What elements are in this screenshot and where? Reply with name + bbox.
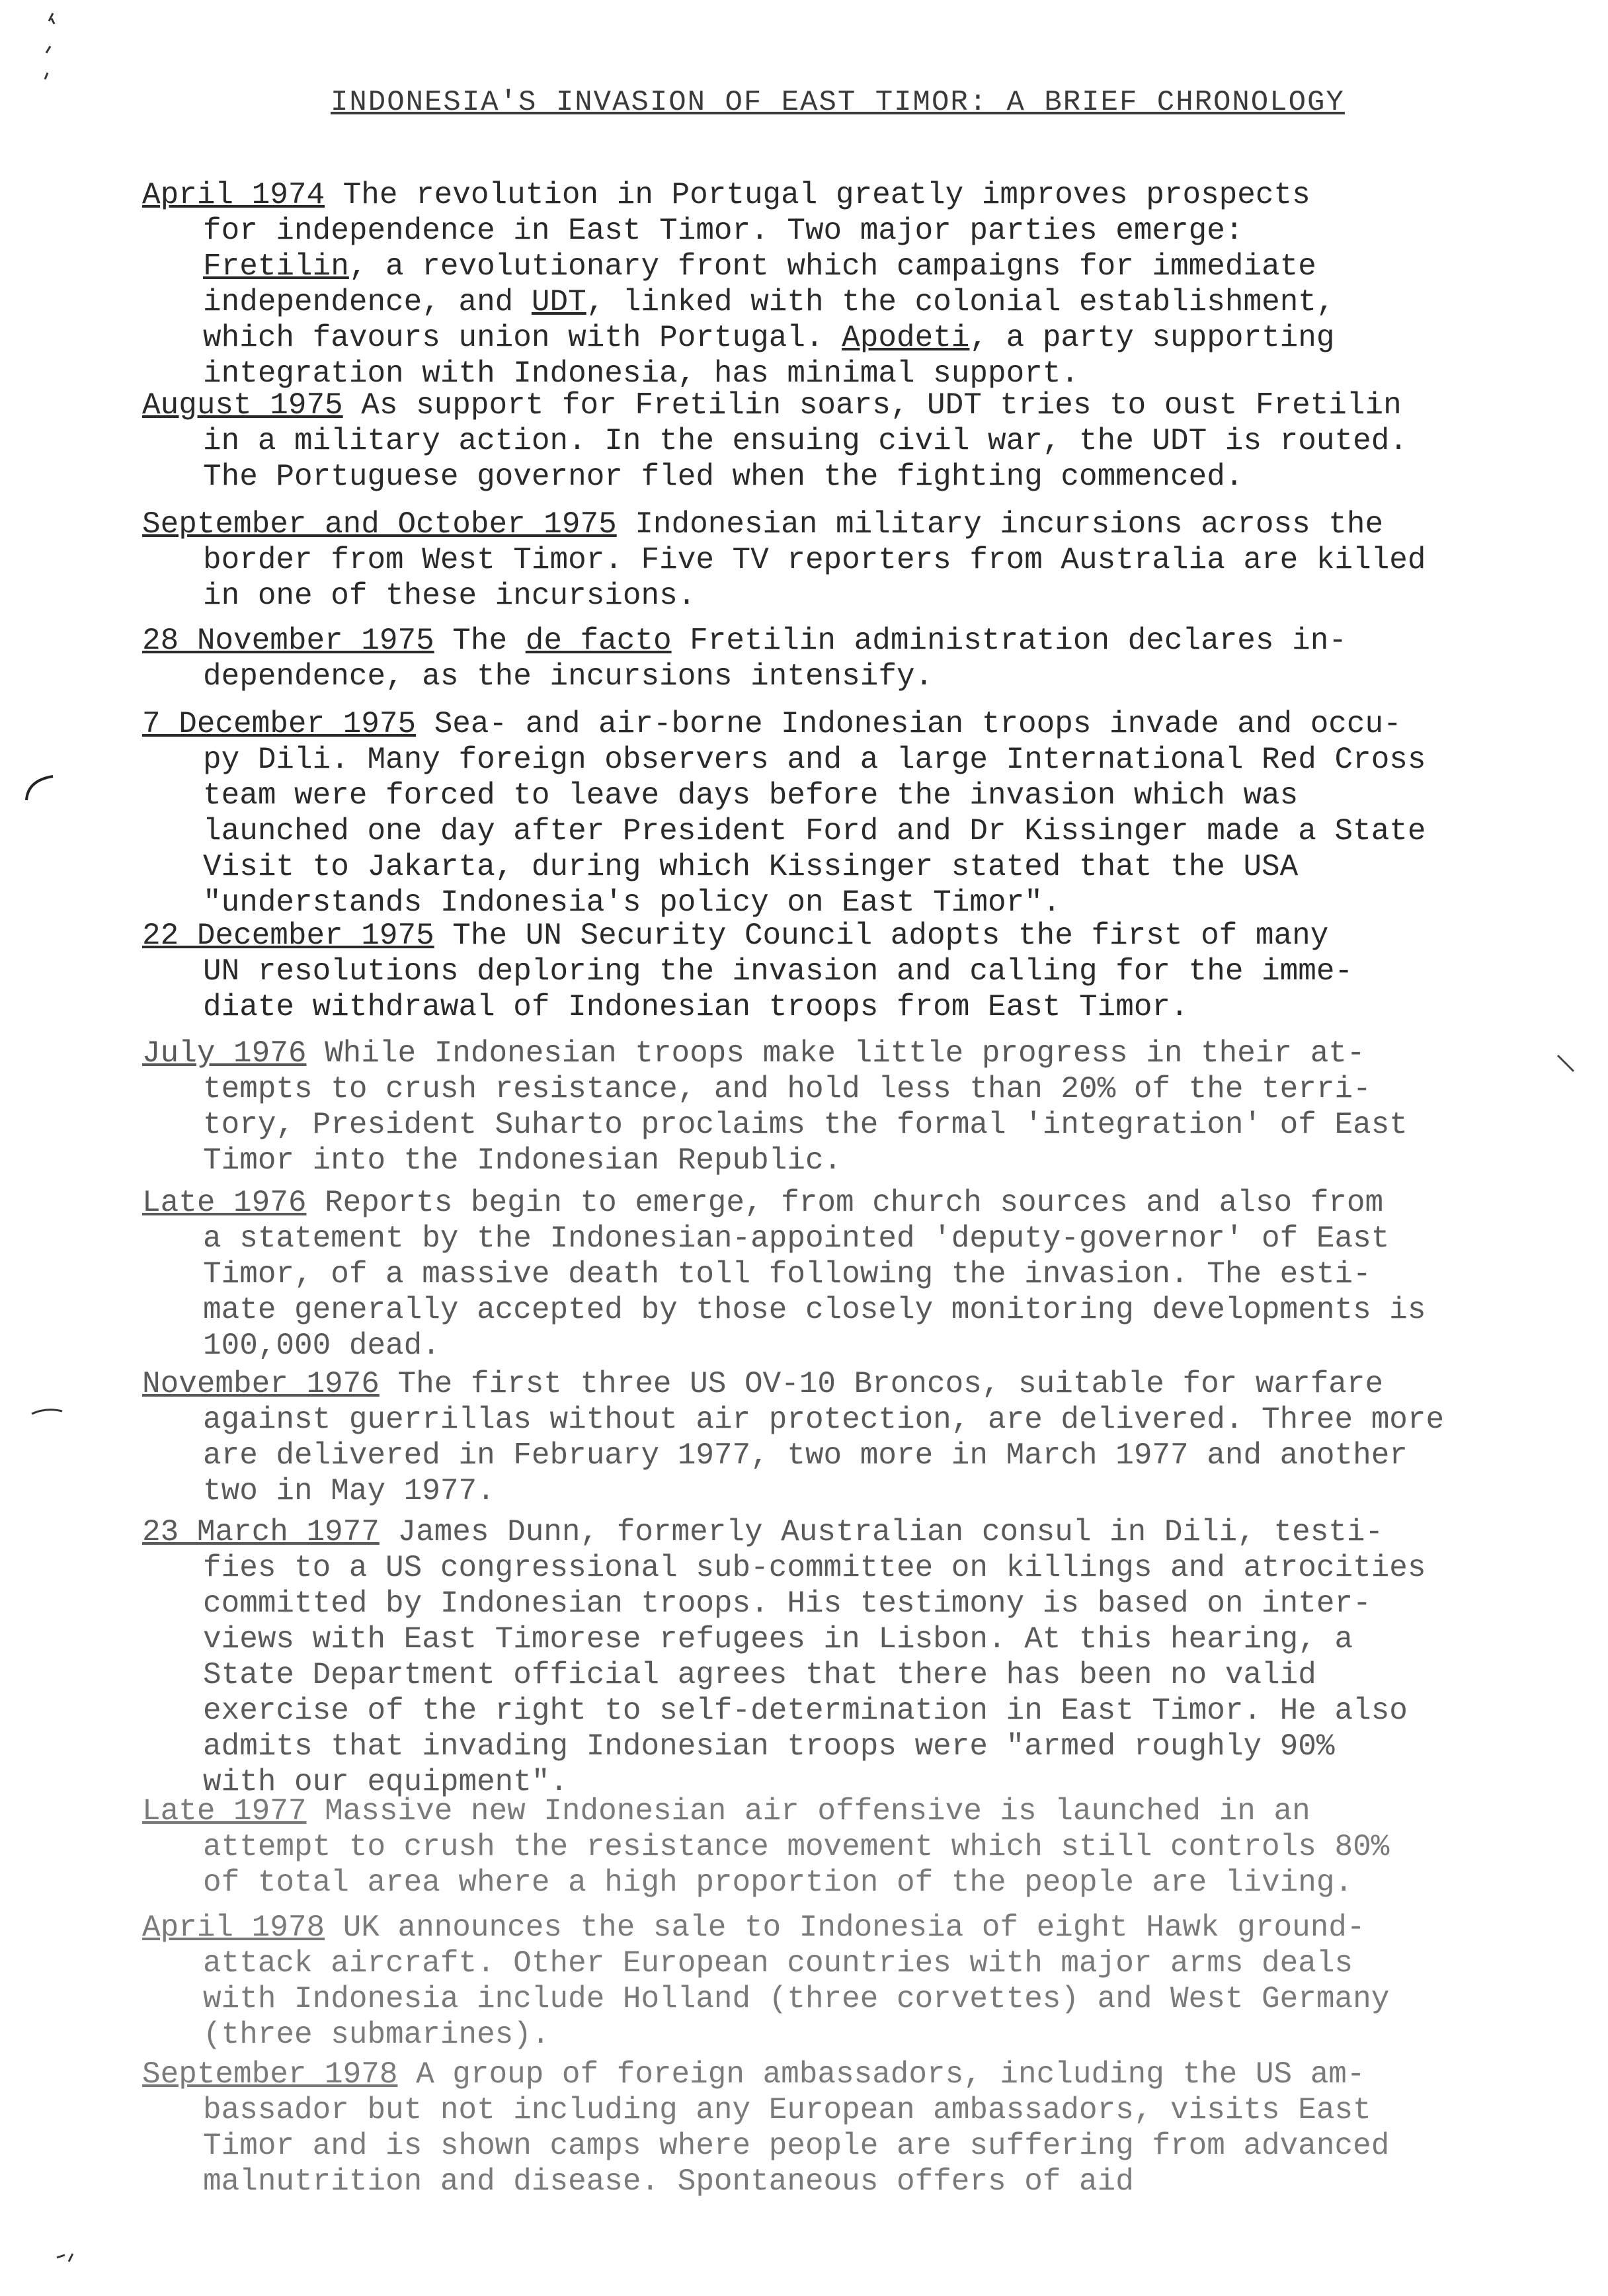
entry-text: attempt to crush the resistance movement which still controls 80%	[203, 1830, 1390, 1864]
entry-text: Massive new Indonesian air offensive is launched in an	[325, 1794, 1310, 1828]
entry-date: Late 1977	[142, 1794, 307, 1828]
entry-text: tempts to crush resistance, and hold less than 20% of the terri-	[203, 1072, 1371, 1106]
party-term: Apodeti	[842, 321, 970, 355]
scan-mark-bottom-left	[53, 2248, 79, 2268]
entry-date: April 1978	[142, 1910, 325, 1945]
entry-text: with Indonesia include Holland (three corvettes) and West Germany	[203, 1982, 1390, 2016]
entry-text: Visit to Jakarta, during which Kissinger stated that the USA	[203, 850, 1299, 884]
entry-text: exercise of the right to self-determination in East Timor. He also	[203, 1694, 1408, 1728]
chronology-entry	[142, 1185, 1577, 1364]
chronology-entry	[142, 623, 1577, 694]
entry-date: 22 December 1975	[142, 919, 434, 953]
entry-text: State Department official agrees that there has been no valid	[203, 1658, 1316, 1692]
entry-date: 7 December 1975	[142, 707, 417, 741]
entry-text: Sea- and air-borne Indonesian troops invade and occu-	[434, 707, 1402, 741]
entry-date: July 1976	[142, 1036, 307, 1071]
entry-text: in one of these incursions.	[203, 579, 696, 613]
entry-date: September 1978	[142, 2057, 398, 2092]
chronology-entry	[142, 918, 1577, 1025]
entry-text: admits that invading Indonesian troops were "armed roughly 90%	[203, 1729, 1335, 1764]
entry-text: attack aircraft. Other European countries with major arms deals	[203, 1946, 1353, 1981]
entry-text: py Dili. Many foreign observers and a large International Red Cross	[203, 743, 1426, 777]
entry-date: 28 November 1975	[142, 624, 434, 658]
entry-text: , a party supporting	[969, 321, 1335, 355]
entry-text: fies to a US congressional sub-committee on killings and atrocities	[203, 1551, 1426, 1585]
entry-date: April 1974	[142, 178, 325, 212]
entry-text: diate withdrawal of Indonesian troops from East Timor.	[203, 990, 1189, 1024]
entry-text: dependence, as the incursions intensify.	[203, 659, 934, 694]
scan-mark-left-bracket	[20, 767, 60, 807]
entry-text: integration with Indonesia, has minimal support.	[203, 356, 1080, 391]
entry-text: The	[452, 624, 508, 658]
entry-text: Reports begin to emerge, from church sources and also from	[325, 1186, 1384, 1220]
party-term: Fretilin	[203, 249, 349, 284]
chronology-entry	[142, 388, 1577, 495]
scan-mark-left-dash	[26, 1402, 66, 1422]
entry-text: Timor, of a massive death toll following the invasion. The esti-	[203, 1257, 1371, 1292]
chronology-entry	[142, 1793, 1577, 1901]
entry-text: , linked with the colonial establishment,	[586, 285, 1335, 319]
entry-text: Timor and is shown camps where people are suffering from advanced	[203, 2129, 1390, 2163]
entry-text: mate generally accepted by those closely monitoring developments is	[203, 1293, 1426, 1327]
entry-text: with our equipment".	[203, 1765, 569, 1799]
chronology-entry	[142, 1366, 1577, 1509]
entry-text: While Indonesian troops make little progress in their at-	[325, 1036, 1365, 1071]
entry-text: independence, and	[203, 285, 514, 319]
entry-text: Indonesian military incursions across the	[635, 507, 1384, 542]
entry-text: The Portuguese governor fled when the fighting commenced.	[203, 460, 1244, 494]
entry-text: A group of foreign ambassadors, including the US am-	[416, 2057, 1365, 2092]
entry-text: in a military action. In the ensuing civil war, the UDT is routed.	[203, 424, 1408, 458]
entry-text: malnutrition and disease. Spontaneous offers of aid	[203, 2164, 1134, 2199]
entry-text: UK announces the sale to Indonesia of eight Hawk ground-	[342, 1910, 1365, 1945]
entry-date: November 1976	[142, 1367, 380, 1401]
entry-text: for independence in East Timor. Two major parties emerge:	[203, 214, 1244, 248]
entry-text: two in May 1977.	[203, 1474, 495, 1508]
entry-date: September and October 1975	[142, 507, 617, 542]
entry-text: bassador but not including any European ambassadors, visits East	[203, 2093, 1371, 2127]
chronology-entry	[142, 1514, 1577, 1800]
party-term: UDT	[531, 285, 586, 319]
chronology-entry	[142, 177, 1577, 391]
chronology-entry	[142, 1036, 1577, 1178]
chronology-entry	[142, 706, 1577, 921]
entry-text: The first three US OV-10 Broncos, suitable for warfare	[397, 1367, 1384, 1401]
scan-mark-top-left	[40, 7, 79, 86]
entry-text: against guerrillas without air protection, are delivered. Three more	[203, 1403, 1445, 1437]
entry-date: August 1975	[142, 388, 343, 423]
entry-text: Fretilin administration declares in-	[690, 624, 1347, 658]
entry-text: "understands Indonesia's policy on East Timor".	[203, 885, 1061, 920]
entry-text: Timor into the Indonesian Republic.	[203, 1143, 842, 1178]
entry-text: (three submarines).	[203, 2018, 550, 2052]
entry-text: a statement by the Indonesian-appointed 'deputy-governor' of East	[203, 1221, 1390, 1256]
term-de-facto: de facto	[525, 624, 672, 658]
entry-date: Late 1976	[142, 1186, 307, 1220]
chronology-entry	[142, 507, 1577, 614]
entry-text: The revolution in Portugal greatly improves prospects	[342, 178, 1310, 212]
entry-text: committed by Indonesian troops. His testimony is based on inter-	[203, 1586, 1371, 1621]
entry-text: are delivered in February 1977, two more in March 1977 and another	[203, 1438, 1408, 1473]
entry-text: , a revolutionary front which campaigns for immediate	[348, 249, 1316, 284]
entry-text: launched one day after President Ford and Dr Kissinger made a State	[203, 814, 1426, 848]
entry-date: 23 March 1977	[142, 1515, 380, 1549]
entry-text: As support for Fretilin soars, UDT tries to oust Fretilin	[361, 388, 1402, 423]
entry-text: James Dunn, formerly Australian consul in Dili, testi-	[397, 1515, 1384, 1549]
chronology-entry	[142, 2057, 1577, 2199]
entry-text: The UN Security Council adopts the first of many	[452, 919, 1329, 953]
entry-text: of total area where a high proportion of the people are living.	[203, 1866, 1353, 1900]
entry-text: tory, President Suharto proclaims the formal 'integration' of East	[203, 1108, 1408, 1142]
entry-text: border from West Timor. Five TV reporters from Australia are killed	[203, 543, 1426, 577]
page-title: INDONESIA'S INVASION OF EAST TIMOR: A BRIEF CHRONOLOGY	[331, 86, 1345, 119]
entry-text: views with East Timorese refugees in Lisbon. At this hearing, a	[203, 1622, 1353, 1657]
entry-text: which favours union with Portugal.	[203, 321, 824, 355]
entry-text: 100,000 dead.	[203, 1329, 440, 1363]
chronology-entry	[142, 1910, 1577, 2053]
entry-text: UN resolutions deploring the invasion and calling for the imme-	[203, 954, 1353, 989]
entry-text: team were forced to leave days before the invasion which was	[203, 778, 1299, 813]
